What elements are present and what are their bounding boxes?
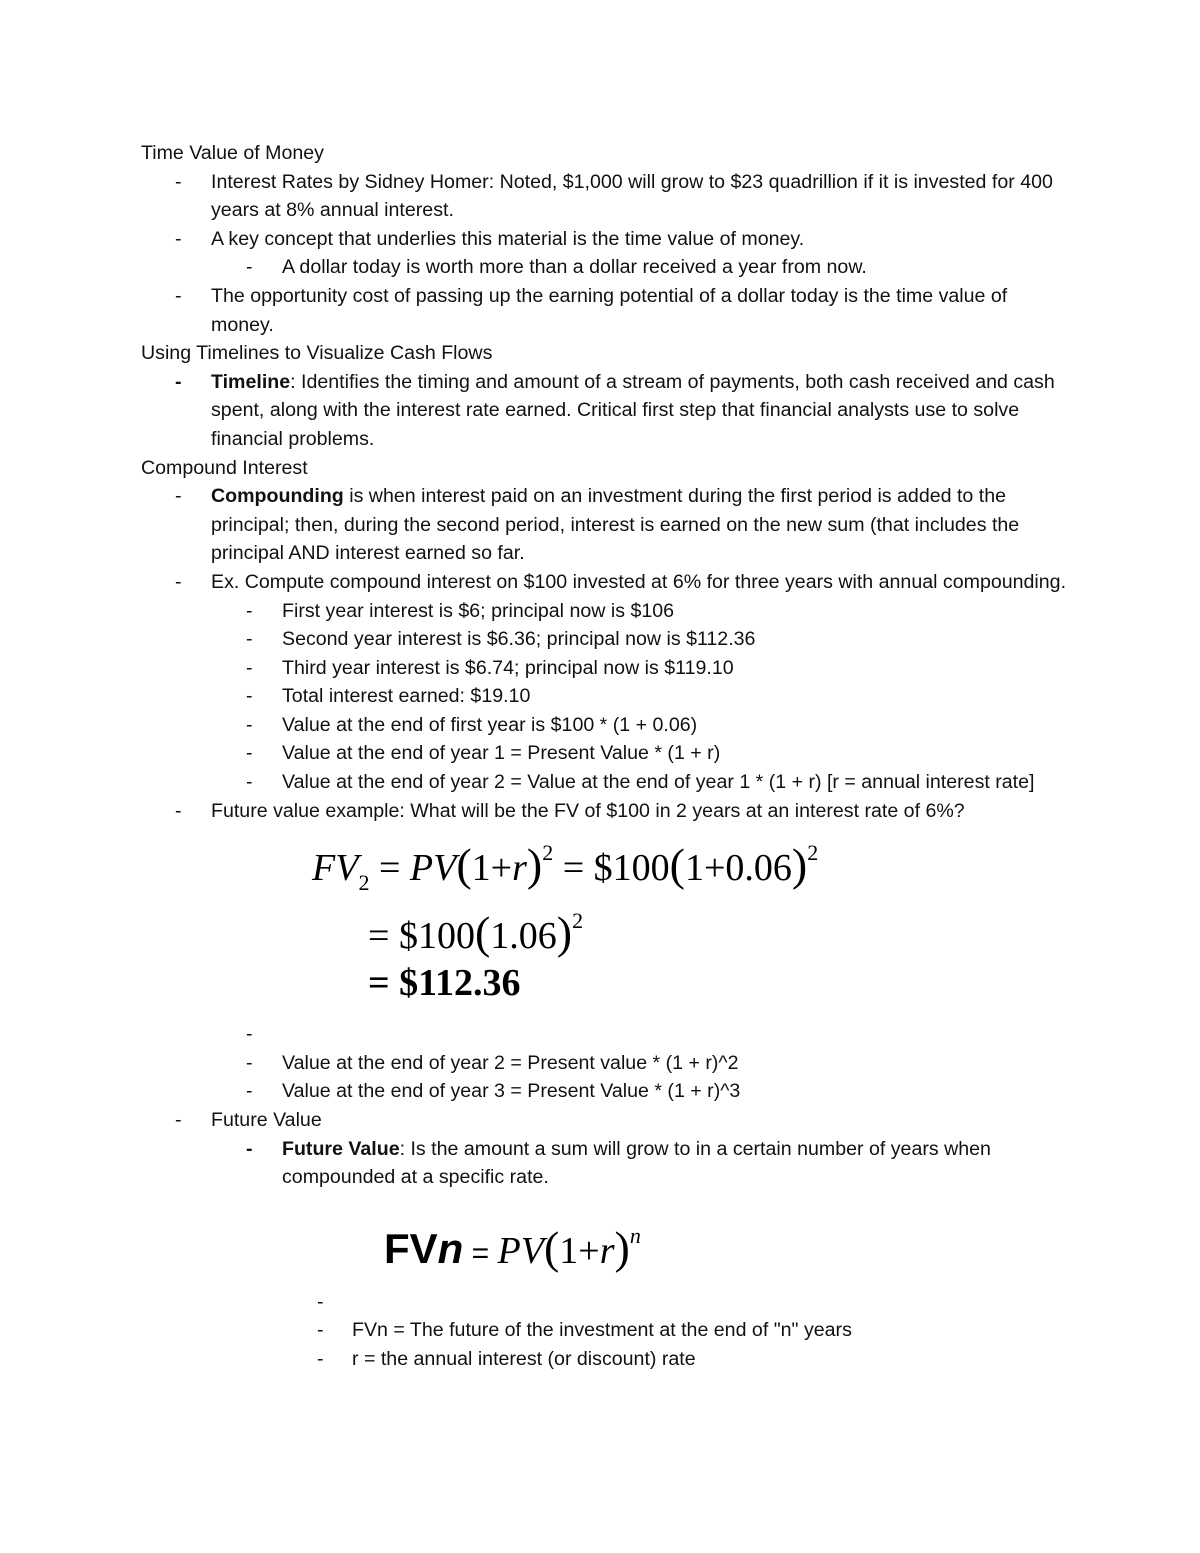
item-text: r = the annual interest (or discount) rate [352, 1348, 696, 1370]
item-text: The opportunity cost of passing up the earning potential of a dollar today is the time value of money. [211, 284, 1008, 336]
list-item [141, 482, 1071, 568]
item-text: Second year interest is $6.36; principal now is $112.36 [282, 628, 756, 651]
formula-subscript: 2 [358, 870, 370, 896]
formula-r: r [512, 847, 527, 890]
list-item [141, 768, 1071, 797]
notes-content [141, 139, 1071, 1374]
bullet-dash: - [175, 485, 182, 508]
item-text: Value at the end of first year is $100 * (1 + 0.06) [282, 713, 698, 736]
heading-time-value-of-money: Time Value of Money [141, 142, 324, 164]
list-item [141, 711, 1071, 740]
list-item [141, 168, 1071, 225]
formula-exponent: 2 [542, 840, 554, 866]
item-text: A dollar today is worth more than a dollar received a year from now. [282, 256, 867, 279]
formula-exponent: n [629, 1222, 641, 1248]
formula-line-1: $FV_2 = PV(1+r)^2$ = $\$100(1+0.06)^2$ [312, 839, 819, 896]
item-text: Third year interest is $6.74; principal now is $119.10 [282, 656, 734, 679]
item-text: Value at the end of year 2 = Value at the end of year 1 * (1 + r) [r = annual interest rate] [282, 771, 1035, 794]
formula-rate: 1+0.06 [684, 847, 792, 890]
list-item [141, 625, 1071, 654]
item-text: Value at the end of year 2 = Present value * (1 + r)^2 [282, 1051, 739, 1074]
list-item [141, 1049, 1071, 1078]
item-text: A key concept that underlies this material is the time value of money. [211, 227, 805, 250]
bullet-dash: - [246, 656, 253, 679]
item-text: is when interest paid on an investment during the first period is added to the principal; then, during the second period, interest is earned on the new sum (that includes the principal AND interest earned so far. [211, 485, 1020, 565]
bullet-dash: - [246, 1023, 253, 1046]
formula-line-3: = $112.36 [368, 962, 521, 1005]
list-item [141, 253, 1071, 282]
list-item [141, 654, 1071, 683]
item-text: Interest Rates by Sidney Homer: Noted, $1,000 will grow to $23 quadrillion if it is invested for 400 years at 8% annual interest. [211, 170, 1053, 222]
bullet-dash: - [175, 227, 182, 250]
item-text: Future value example: What will be the FV of $100 in 2 years at an interest rate of 6%? [211, 799, 965, 822]
formula-one-plus: 1+ [559, 1229, 600, 1272]
item-text: Value at the end of year 3 = Present Value * (1 + r)^3 [282, 1080, 741, 1103]
formula-n: n [437, 1224, 464, 1272]
term-compounding: Compounding [211, 485, 344, 508]
bullet-dash: - [246, 599, 253, 622]
formula-equals: = [369, 847, 410, 890]
formula-growth-factor: 1.06 [490, 915, 557, 958]
heading-timelines: Using Timelines to Visualize Cash Flows [141, 342, 493, 365]
bullet-dash: - [246, 1051, 253, 1074]
list-item [141, 682, 1071, 711]
formula-exponent: 2 [807, 840, 819, 866]
list-item [141, 597, 1071, 626]
list-item [141, 282, 1071, 339]
item-text: Total interest earned: $19.10 [282, 685, 531, 708]
list-item [141, 1345, 1071, 1374]
bullet-dash: - [175, 1109, 182, 1132]
bullet-dash: - [246, 1137, 253, 1160]
future-value-example-formula [312, 827, 1071, 1020]
bullet-dash: - [317, 1348, 324, 1370]
bullet-dash: - [175, 570, 182, 593]
formula-pv: PV [497, 1229, 544, 1272]
formula-amount: $100 [593, 847, 670, 890]
item-text: First year interest is $6; principal now is $106 [282, 599, 675, 622]
list-item [141, 1106, 1071, 1135]
list-item [141, 1316, 1071, 1345]
item-text: : Is the amount a sum will grow to in a certain number of years when compounded at a specific rate. [282, 1137, 991, 1189]
bullet-dash: - [246, 742, 253, 765]
item-text: Value at the end of year 1 = Present Value * (1 + r) [282, 742, 721, 765]
formula-pv: PV [409, 847, 457, 890]
item-text: Future Value [211, 1109, 322, 1132]
formula-amount: $100 [398, 915, 475, 958]
list-item [141, 797, 1071, 826]
formula-one-plus: 1+ [471, 847, 513, 890]
bullet-dash: - [246, 771, 253, 794]
formula-r: r [599, 1229, 615, 1272]
term-timeline: Timeline [211, 370, 291, 393]
formula-fvn: FVn = $PV(1+r)^n$ [384, 1221, 641, 1273]
bullet-dash: - [175, 284, 182, 307]
formula-exponent: 2 [572, 908, 584, 934]
bullet-dash: - [317, 1290, 324, 1313]
bullet-dash: - [246, 713, 253, 736]
list-item [141, 568, 1071, 597]
list-item [141, 225, 1071, 254]
bullet-dash: - [246, 1080, 253, 1103]
bullet-dash: - [246, 685, 253, 708]
list-item [141, 1288, 1071, 1317]
future-value-formula [384, 1206, 1071, 1288]
formula-fv: FV [384, 1224, 438, 1272]
formula-equals: = [553, 847, 594, 890]
formula-equals: = [463, 1236, 498, 1270]
item-text: FVn = The future of the investment at the end of "n" years [352, 1319, 852, 1342]
list-item [141, 368, 1071, 454]
list-item [141, 739, 1071, 768]
list-item [141, 1077, 1071, 1106]
heading-compound-interest: Compound Interest [141, 456, 308, 479]
formula-equals: = [368, 915, 399, 958]
bullet-dash: - [317, 1319, 324, 1342]
bullet-dash: - [175, 370, 182, 393]
bullet-dash: - [175, 799, 182, 822]
bullet-dash: - [246, 256, 253, 279]
list-item [141, 1135, 1071, 1192]
list-item [141, 1020, 1071, 1049]
item-text: : Identifies the timing and amount of a stream of payments, both cash received and cash spent, along with the interest rate earned. Critical first step that financial analysts use to solve financial problems. [211, 370, 1055, 450]
item-text: Ex. Compute compound interest on $100 invested at 6% for three years with annual compounding. [211, 570, 1067, 593]
bullet-dash: - [246, 628, 253, 651]
term-future-value: Future Value [282, 1137, 400, 1160]
formula-fv: FV [312, 847, 359, 890]
bullet-dash: - [175, 170, 182, 193]
formula-line-2: = $\$100(1.06)^2$ [368, 907, 584, 959]
